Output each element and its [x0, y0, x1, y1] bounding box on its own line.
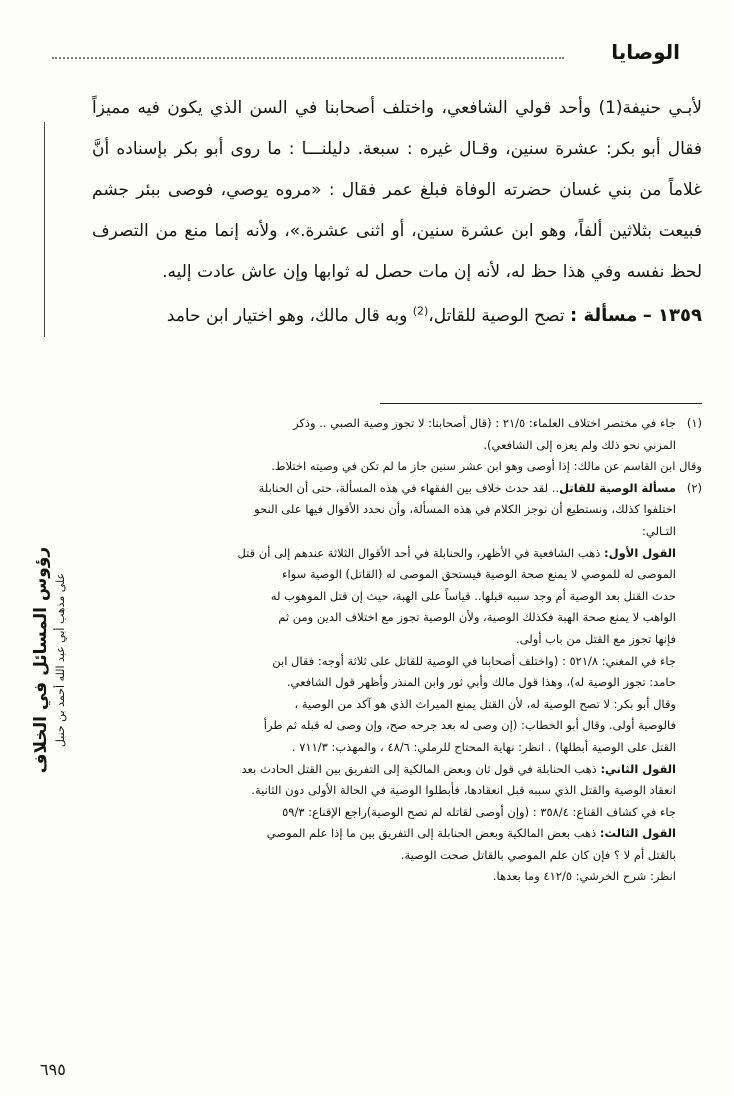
- issue-text: تصح الوصية للقاتل،: [428, 306, 565, 326]
- footnote-line: بالقتل أم لا ؟ فإن كان علم الموصي بالقاتل صحت الوصية.: [400, 847, 676, 862]
- footnote-line: (٢)مسألة الوصية للقاتل.. لقد حدث خلاف بين الفقهاء في هذه المسألة، حتى أن الحنابلة: [78, 478, 702, 500]
- footnote-heading: القول الأول:: [604, 545, 676, 560]
- footnote-line: جاء في المغني: ٥٢١/٨ : (واختلف أصحابنا في الوصية للقاتل على ثلاثة أوجه: فقال ابن: [272, 653, 676, 668]
- main-paragraph: [92, 88, 702, 293]
- footnote-line: وقال ابن القاسم عن مالك: إذا أوصى وهو ابن عشر سنين جاز ما لم تكن في وصيته اختلاط.: [271, 459, 702, 474]
- book-subtitle: على مذهب أبي عبد الله أحمد بن حنبل: [54, 572, 67, 748]
- footnote-line: فإنها تجوز مع القتل من باب أولى.: [516, 631, 676, 646]
- issue-paragraph: [92, 295, 702, 337]
- issue-text-rest: وبه قال مالك، وهو اختيار ابن حامد: [166, 306, 413, 326]
- footnote-line: (١)جاء في مختصر اختلاف العلماء: ٢١/٥ : (قال أصحابنا: لا تجوز وصية الصبي .. وذكر: [78, 413, 702, 435]
- footnote-line: الواهب لا يمنع صحة الهبة فكذلك الوصية، ولأن الوصية تجوز مع اختلاف الدين ومن ثم: [278, 610, 676, 625]
- main-text: [92, 88, 702, 337]
- footnote-heading: القول الثاني:: [600, 761, 676, 776]
- footnote-line: التـالي:: [641, 523, 676, 538]
- footnote-heading: مسألة الوصية للقاتل: [559, 480, 676, 495]
- footnote-separator: [380, 403, 702, 404]
- footnote-line: حدث القتل بعد الوصية أم وجد سببه قبلها.. قياساً على الهبة، حيث إن قتل الموهوب له: [270, 588, 676, 603]
- footnotes: [78, 413, 702, 888]
- footnote-line: وقال أبو بكر: لا تصح الوصية له، لأن القتل يمنع الميراث الذي هو آكد من الوصية ،: [294, 696, 676, 711]
- chapter-title: الوصايا: [611, 40, 680, 64]
- page-number: ٦٩٥: [40, 1060, 66, 1079]
- footnote-line: القول الثاني: ذهب الحنابلة في قول ثان وبعض المالكية إلى التفريق بين القتل الحادث بعد: [241, 761, 676, 776]
- header-dotted-rule: [52, 57, 564, 59]
- footnote-line: حامد: تجوز الوصية له)، وهذا قول مالك وأبي ثور وابن المنذر وأظهر قول الشافعي.: [286, 675, 676, 690]
- footnote-number: (١): [686, 416, 702, 430]
- book-title: رؤوس المسائل في الخلاف: [31, 546, 51, 774]
- footnote-line: فالوصية أولى. وقال أبو الخطاب: (إن وصى له بعد جرحه صح، وإن وصى له قبله ثم طرأ: [263, 718, 676, 733]
- footnote-line: جاء في كشاف القناع: ٣٥٨/٤ : (وإن أوصى لقاتله لم تصح الوصية)راجع الإقناع: ٥٩/٣: [282, 804, 676, 819]
- paragraph-text: لأبـي حنيفة(1) وأحد قولي الشافعي، واختلف أصحابنا في السن الذي يكون فيه مميزاً فقال أبو بكر: عشرة سنين، وقـال غيره : سبعة. دليلنـــا : ما روى أبو بكر بإسناده أنَّ غلاماً من بني غسان حضرته الوفاة فبلغ عمر فقال : «مروه يوصي، فوصى ببئر جشم فبيعت بثلاثين ألفاً، وهو ابن عشرة سنين، أو اثنى عشرة.»، ولأنه إنما منع من التصرف لحظ نفسه وفي هذا حظ له، لأنه إن مات حصل له ثوابها وإن عاش عادت إليه.: [92, 98, 702, 282]
- footnote-line: القتل على الوصية أبطلها) . انظر: نهاية المحتاج للرملي: ٤٨/٦ ، والمهذب: ٧١١/٣ .: [291, 739, 676, 754]
- issue-label: مسألة :: [570, 305, 638, 326]
- footnote-line: الموصى له للموصي لا يمنع صحة الوصية فيستحق الموصى له (القاتل) الوصية سواء: [282, 567, 676, 582]
- footnote-line: انعقاد الوصية والقتل الذي سببه قبل انعقادها، فأبطلوا الوصية في الحالة الأولى دون الثانية.: [251, 783, 676, 798]
- side-rule: [44, 122, 45, 337]
- footnote-line: القول الأول: ذهب الشافعية في الأظهر، والحنابلة في أحد الأقوال الثلاثة عندهم إلى أن قتل: [237, 545, 676, 560]
- footnote-line: المزني نحو ذلك ولم يعزه إلى الشافعي).: [483, 437, 676, 452]
- footnote-number: (٢): [686, 480, 702, 495]
- footnote-line: اختلفوا كذلك، ونستطيع أن نوجز الكلام في هذه المسألة، وأن نحدد الأقوال فيها على النحو: [254, 502, 676, 517]
- footnote-line: القول الثالث: ذهب بعض المالكية وبعض الحنابلة إلى التفريق بين ما إذا علم الموصي: [266, 826, 676, 841]
- footnote-marker: (2): [412, 304, 429, 318]
- footnote-line: انظر: شرح الخرشي: ٤١٢/٥ وما بعدها.: [492, 869, 676, 884]
- issue-number: ١٣٥٩ –: [642, 305, 702, 326]
- book-side-title: [30, 420, 76, 900]
- footnote-heading: القول الثالث:: [599, 826, 676, 841]
